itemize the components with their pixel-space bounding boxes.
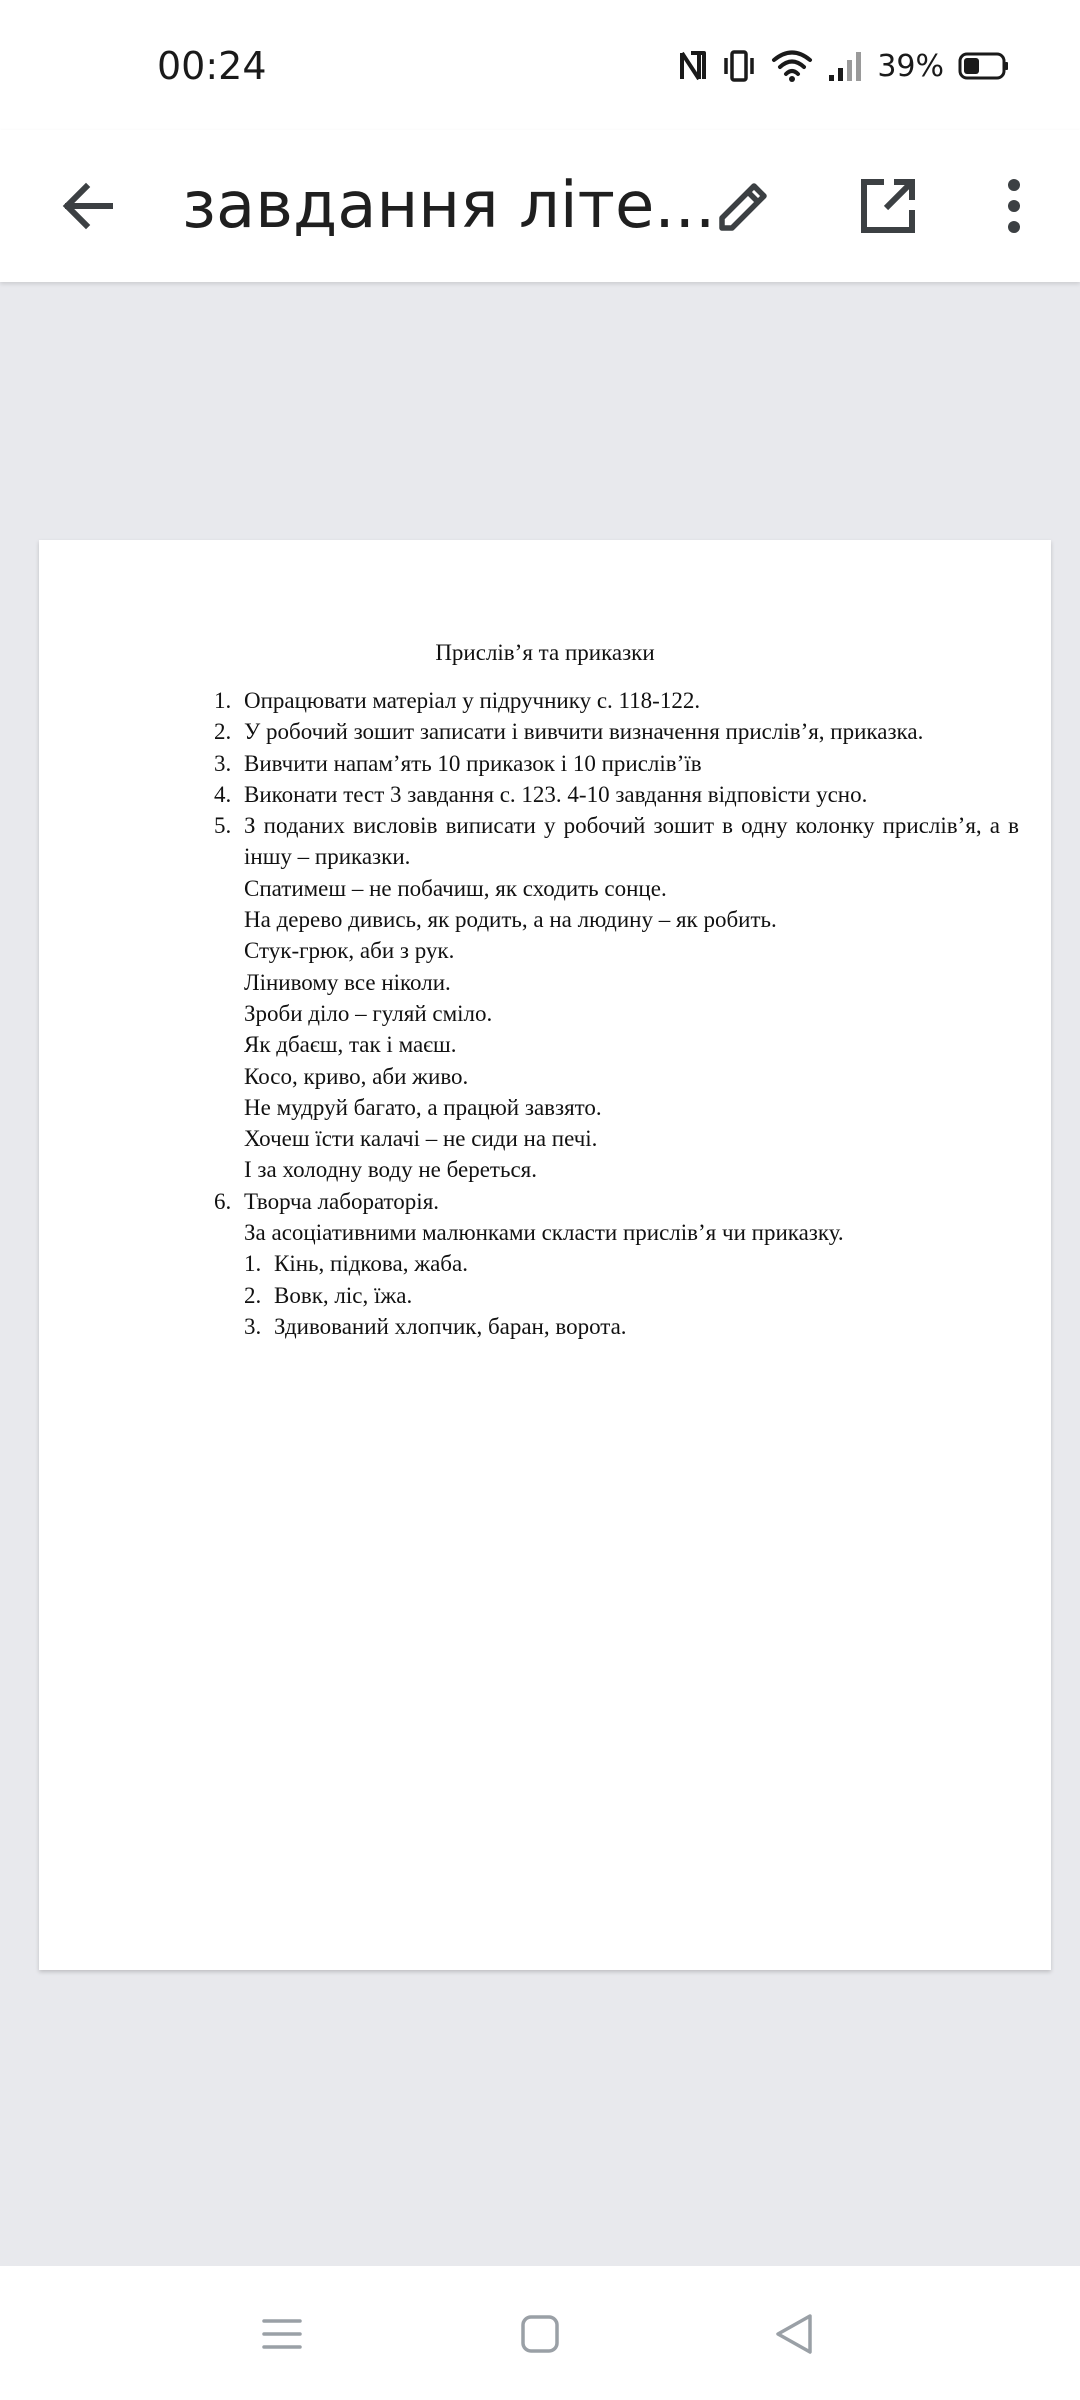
battery-percent: 39%: [877, 48, 944, 84]
subitem-number: 1.: [244, 1251, 262, 1277]
saying-line: Не мудруй багато, а працюй завзято.: [244, 1094, 602, 1120]
home-button[interactable]: [508, 2302, 572, 2366]
item-text: Опрацювати матеріал у підручнику с. 118-122.: [244, 688, 701, 713]
home-icon: [520, 2314, 560, 2354]
list-item: [214, 1186, 1019, 1217]
back-arrow-icon: [60, 178, 116, 234]
saying-line: Як дбаєш, так і маєш.: [244, 1032, 457, 1058]
document-page[interactable]: [39, 540, 1051, 1970]
saying-line: Зроби діло – гуляй сміло.: [244, 1000, 493, 1026]
list-item: [214, 748, 1019, 779]
more-vert-icon: [1006, 178, 1022, 234]
status-time: 00:24: [157, 44, 267, 88]
sub-list-item: [214, 1248, 1019, 1279]
sub-list-item: [214, 1311, 1019, 1342]
saying-line: І за холодну воду не береться.: [244, 1157, 538, 1183]
subitem-text: Вовк, ліс, їжа.: [274, 1282, 413, 1308]
item-number: 6.: [214, 1188, 232, 1214]
item-number: 5.: [214, 813, 232, 839]
document-title: завдання літе...: [182, 169, 716, 243]
saying-line: На дерево дивись, як родить, а на людину – як робить.: [244, 907, 777, 933]
list-item: [214, 810, 1019, 873]
more-options-button[interactable]: [982, 166, 1046, 246]
item-number: 3.: [214, 750, 232, 776]
status-icons: [679, 46, 1010, 86]
battery-icon: [958, 51, 1010, 81]
list-item: [214, 685, 1019, 716]
subitem-text: Кінь, підкова, жаба.: [274, 1251, 468, 1277]
back-button[interactable]: [50, 168, 126, 244]
item-number: 1.: [214, 688, 232, 713]
edit-button[interactable]: [704, 166, 784, 246]
system-nav-bar: [0, 2266, 1080, 2400]
task-list: [214, 685, 1019, 1342]
item-text: Виконати тест 3 завдання с. 123. 4-10 завдання відповісти усно.: [244, 781, 868, 807]
wifi-icon: [771, 49, 813, 83]
signal-icon: [827, 49, 863, 83]
edit-icon: [714, 176, 774, 236]
item-number: 2.: [214, 719, 232, 745]
sub-list-item: [214, 1280, 1019, 1311]
item-text: Вивчити напам’ять 10 приказок і 10 прислів’їв: [244, 750, 702, 776]
system-back-button[interactable]: [762, 2302, 826, 2366]
item-text: З поданих висловів виписати у робочий зошит в одну колонку прислів’я, а в іншу – приказки.: [244, 813, 1019, 870]
doc-heading: Прислів’я та приказки: [435, 640, 655, 665]
nfc-icon: [679, 49, 707, 83]
open-external-icon: [858, 176, 918, 236]
item6-intro: За асоціативними малюнками скласти прислів’я чи приказку.: [244, 1220, 844, 1246]
saying-line: Косо, криво, аби живо.: [244, 1063, 469, 1089]
app-bar: [0, 130, 1080, 282]
subitem-number: 3.: [244, 1313, 262, 1339]
status-bar: [0, 0, 1080, 130]
list-item: [214, 779, 1019, 810]
recent-apps-button[interactable]: [250, 2302, 314, 2366]
saying-line: Спатимеш – не побачиш, як сходить сонце.: [244, 875, 667, 901]
saying-line: Хочеш їсти калачі – не сиди на печі.: [244, 1126, 598, 1152]
saying-line: Лінивому все ніколи.: [244, 969, 451, 995]
vibrate-icon: [721, 48, 757, 84]
subitem-text: Здивований хлопчик, баран, ворота.: [274, 1313, 627, 1339]
open-external-button[interactable]: [848, 166, 928, 246]
item-number: 4.: [214, 781, 232, 807]
saying-line: Стук-грюк, аби з рук.: [244, 938, 455, 964]
item-text: У робочий зошит записати і вивчити визначення прислів’я, приказка.: [244, 719, 924, 745]
subitem-number: 2.: [244, 1282, 262, 1308]
list-item: [214, 716, 1019, 747]
back-triangle-icon: [774, 2312, 814, 2356]
item-text: Творча лабораторія.: [244, 1188, 440, 1214]
recent-apps-icon: [262, 2316, 302, 2352]
